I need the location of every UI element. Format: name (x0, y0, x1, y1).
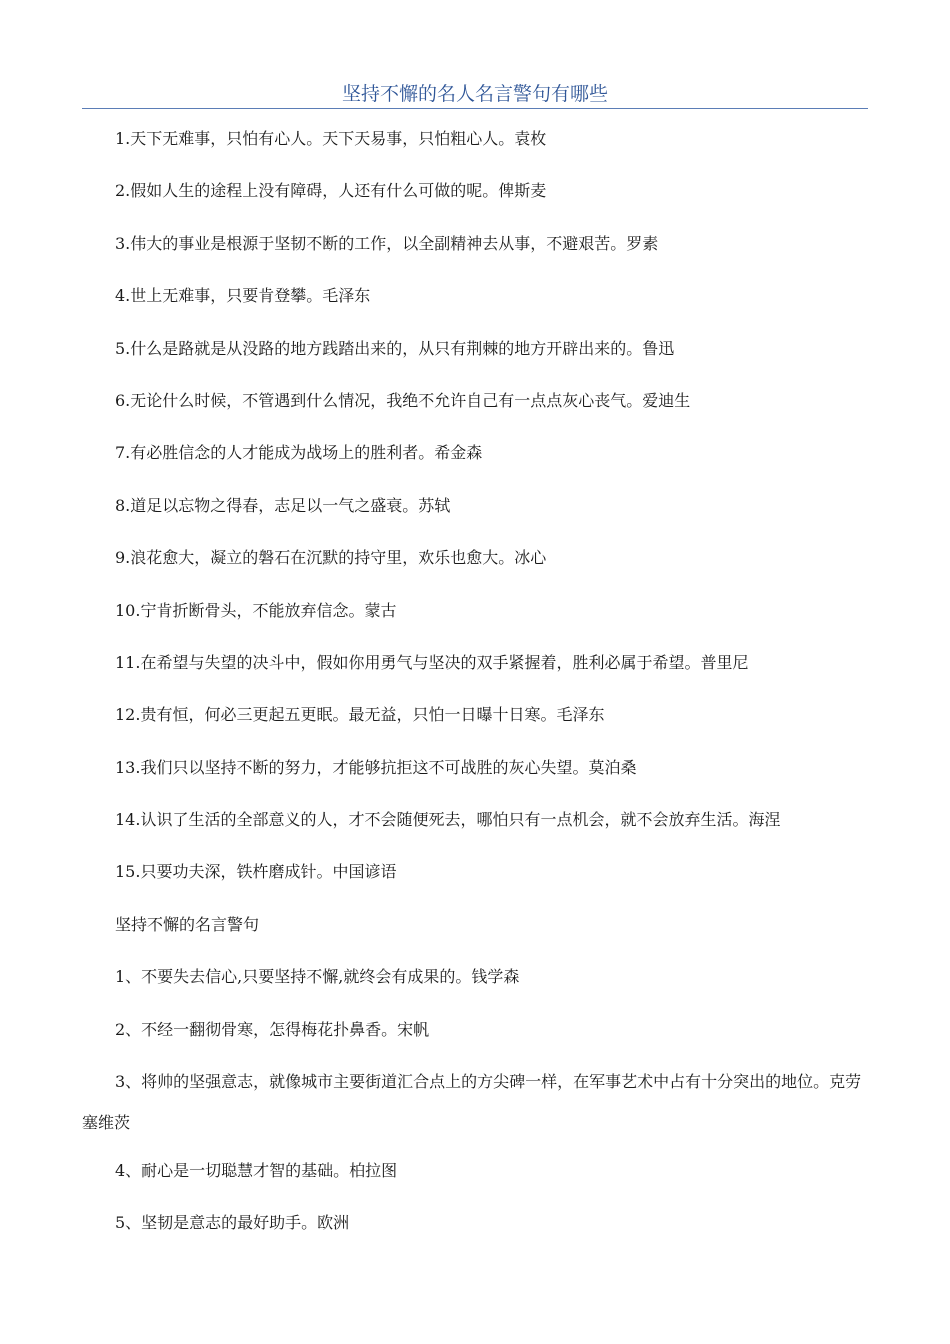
title-underline (82, 108, 868, 109)
quote-line: 4.世上无难事，只要肯登攀。毛泽东 (115, 286, 371, 306)
quote-line: 6.无论什么时候，不管遇到什么情况，我绝不允许自己有一点点灰心丧气。爱迪生 (115, 390, 691, 410)
quote-line: 3.伟大的事业是根源于坚韧不断的工作，以全副精神去从事，不避艰苦。罗素 (115, 233, 659, 253)
quote-line: 1.天下无难事，只怕有心人。天下天易事，只怕粗心人。袁枚 (115, 129, 547, 148)
document-body (82, 122, 868, 1259)
quote-line: 2、不经一翻彻骨寒，怎得梅花扑鼻香。宋帆 (115, 1019, 430, 1039)
quote-line: 9.浪花愈大，凝立的磐石在沉默的持守里，欢乐也愈大。冰心 (115, 548, 547, 568)
quote-line: 1、不要失去信心,只要坚持不懈,就终会有成果的。钱学森 (115, 967, 520, 987)
quote-line: 15.只要功夫深，铁杵磨成针。中国谚语 (115, 862, 397, 882)
quote-line: 4、耐心是一切聪慧才智的基础。柏拉图 (115, 1161, 398, 1181)
quote-line: 7.有必胜信念的人才能成为战场上的胜利者。希金森 (115, 443, 483, 463)
document-title: 坚持不懈的名人名言警句有哪些 (341, 83, 608, 105)
section-heading: 坚持不懈的名言警句 (115, 914, 260, 934)
quote-line: 2.假如人生的途程上没有障碍，人还有什么可做的呢。俾斯麦 (115, 181, 547, 201)
quote-line: 11.在希望与失望的决斗中，假如你用勇气与坚决的双手紧握着，胜利必属于希望。普里尼 (115, 652, 749, 672)
quote-line: 12.贵有恒，何必三更起五更眠。最无益，只怕一日曝十日寒。毛泽东 (115, 705, 605, 725)
quote-line: 3、将帅的坚强意志，就像城市主要街道汇合点上的方尖碑一样，在军事艺术中占有十分突出的地位。克劳塞维茨 (82, 1072, 862, 1133)
quote-line: 8.道足以忘物之得春，志足以一气之盛衰。苏轼 (115, 495, 451, 515)
quote-line: 14.认识了生活的全部意义的人，才不会随便死去，哪怕只有一点机会，就不会放弃生活。海涅 (115, 810, 781, 830)
quote-line: 5.什么是路就是从没路的地方践踏出来的，从只有荆棘的地方开辟出来的。鲁迅 (115, 338, 675, 358)
quote-line: 10.宁肯折断骨头，不能放弃信念。蒙古 (115, 600, 397, 620)
quote-line: 13.我们只以坚持不断的努力，才能够抗拒这不可战胜的灰心失望。莫泊桑 (115, 757, 637, 777)
quote-line: 5、坚韧是意志的最好助手。欧洲 (115, 1213, 350, 1233)
